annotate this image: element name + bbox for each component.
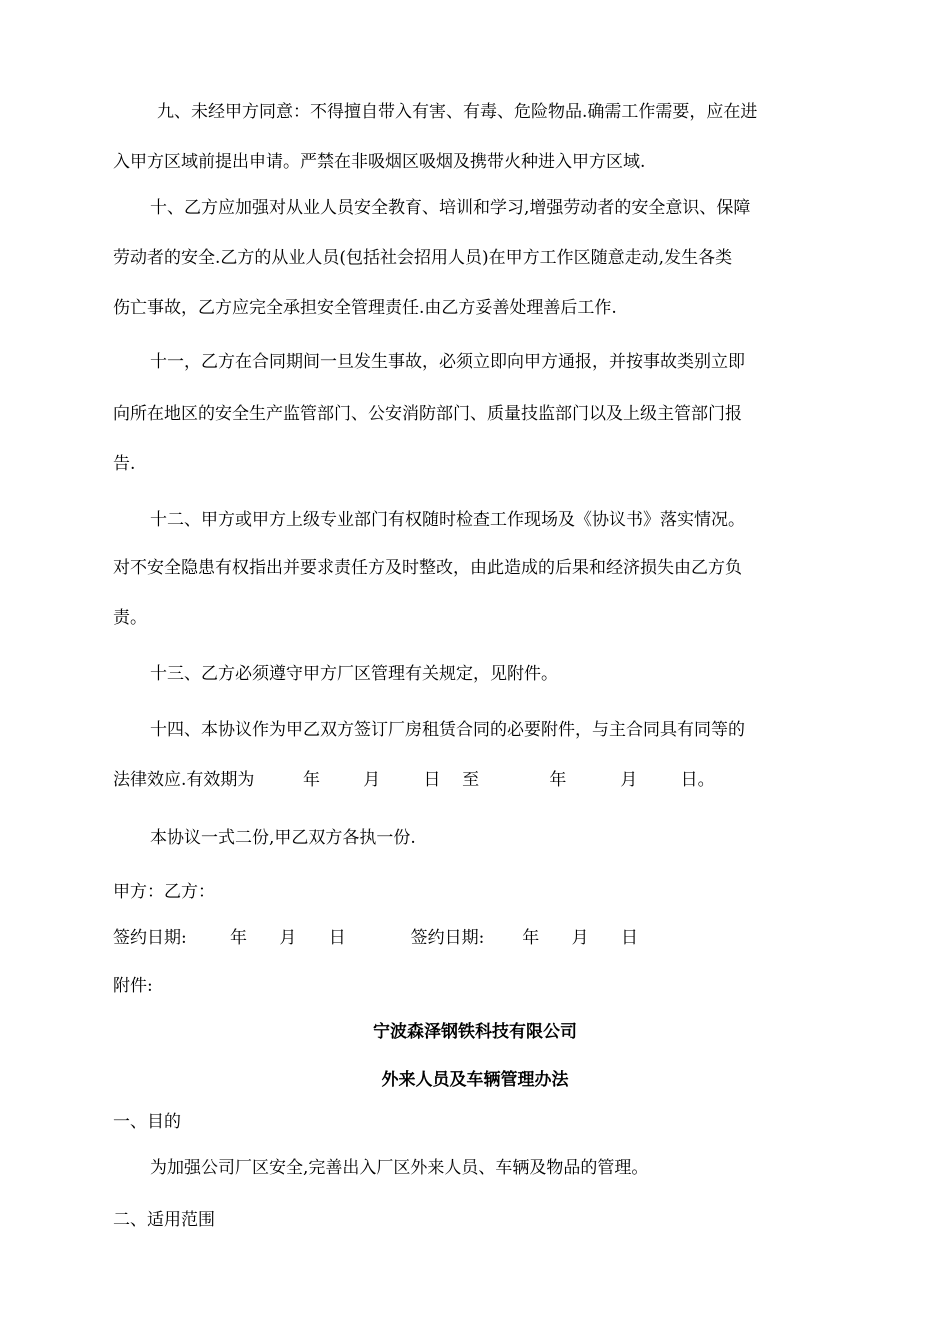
clause-10-line-3: 伤亡事故，乙方应完全承担安全管理责任.由乙方妥善处理善后工作. — [113, 298, 617, 318]
clause-9-line-1: 九、未经甲方同意：不得擅自带入有害、有毒、危险物品.确需工作需要，应在进 — [157, 102, 758, 122]
attachment-label: 附件: — [113, 976, 153, 996]
section-1-body: 为加强公司厂区安全,完善出入厂区外来人员、车辆及物品的管理。 — [150, 1158, 649, 1178]
clause-11-line-1: 十一，乙方在合同期间一旦发生事故，必须立即向甲方通报，并按事故类别立即 — [150, 352, 745, 372]
signing-dates-line: 签约日期: 年 月 日 签约日期: 年 月 日 — [113, 928, 639, 948]
clause-13: 十三、乙方必须遵守甲方厂区管理有关规定，见附件。 — [150, 664, 558, 684]
clause-11-line-3: 告. — [113, 454, 136, 474]
clause-14-line-1: 十四、本协议作为甲乙双方签订厂房租赁合同的必要附件，与主合同具有同等的 — [150, 720, 745, 740]
clause-12-line-1: 十二、甲方或甲方上级专业部门有权随时检查工作现场及《协议书》落实情况。 — [150, 510, 745, 530]
clause-12-line-2: 对不安全隐患有权指出并要求责任方及时整改，由此造成的后果和经济损失由乙方负 — [113, 558, 742, 578]
clause-12-line-3: 责。 — [113, 608, 147, 628]
section-2-heading: 二、适用范围 — [113, 1210, 215, 1230]
clause-14-line-2: 法律效应.有效期为 年 月 日 至 年 月 日。 — [113, 770, 715, 790]
clause-10-line-1: 十、乙方应加强对从业人员安全教育、培训和学习,增强劳动者的安全意识、保障 — [150, 198, 751, 218]
copies-statement: 本协议一式二份,甲乙双方各执一份. — [150, 828, 416, 848]
clause-10-line-2: 劳动者的安全.乙方的从业人员(包括社会招用人员)在甲方工作区随意走动,发生各类 — [113, 248, 733, 268]
company-title: 宁波森泽钢铁科技有限公司 — [373, 1022, 577, 1042]
clause-11-line-2: 向所在地区的安全生产监管部门、公安消防部门、质量技监部门以及上级主管部门报 — [113, 404, 742, 424]
parties-line: 甲方：乙方： — [113, 882, 215, 902]
clause-9-line-2: 入甲方区域前提出申请。严禁在非吸烟区吸烟及携带火种进入甲方区域. — [113, 152, 646, 172]
section-1-heading: 一、目的 — [113, 1112, 181, 1132]
regulation-title: 外来人员及车辆管理办法 — [381, 1070, 569, 1090]
